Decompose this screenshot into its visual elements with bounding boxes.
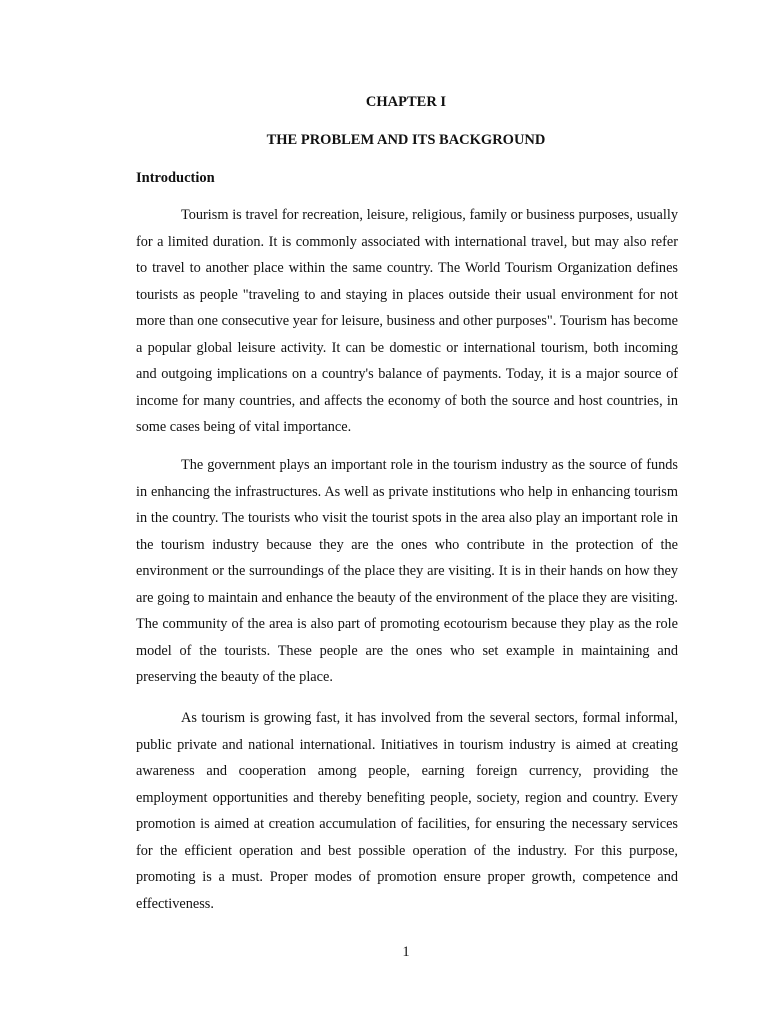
chapter-title: THE PROBLEM AND ITS BACKGROUND [266,132,546,148]
paragraph-3: As tourism is growing fast, it has involved from the several sectors, formal informal, public private and national international. Initiatives in tourism industry is aimed at creating awareness and cooperation among people, earning foreign currency, providing the employment opportunities and thereby benefiting people, society, region and country. Every promotion is aimed at creation accumulation of facilities, for ensuring the necessary services for the efficient operation and best possible operation of the industry. For this purpose, promoting is a must. Proper modes of promotion ensure proper growth, competence and effectiveness. [136,710,678,912]
section-heading: Introduction [136,170,215,186]
page-number: 1 [402,944,410,960]
paragraph-2: The government plays an important role in the tourism industry as the source of funds in enhancing the infrastructures. As well as private institutions who help in enhancing tourism in the country. The tourists who visit the tourist spots in the area also play an important role in the tourism industry because they are the ones who contribute in the protection of the environment or the surroundings of the place they are visiting. It is in their hands on how they are going to maintain and enhance the beauty of the environment of the place they are visiting. The community of the area is also part of promoting ecotourism because they play as the role model of the tourists. These people are the ones who set example in maintaining and preserving the beauty of the place. [136,457,678,685]
paragraph-1: Tourism is travel for recreation, leisure, religious, family or business purposes, usually for a limited duration. It is commonly associated with international travel, but may also refer to travel to another place within the same country. The World Tourism Organization defines tourists as people "traveling to and staying in places outside their usual environment for not more than one consecutive year for leisure, business and other purposes". Tourism has become a popular global leisure activity. It can be domestic or international tourism, both incoming and outgoing implications on a country's balance of payments. Today, it is a major source of income for many countries, and affects the economy of both the source and host countries, in some cases being of vital importance. [136,207,678,435]
chapter-label: CHAPTER I [365,94,447,110]
